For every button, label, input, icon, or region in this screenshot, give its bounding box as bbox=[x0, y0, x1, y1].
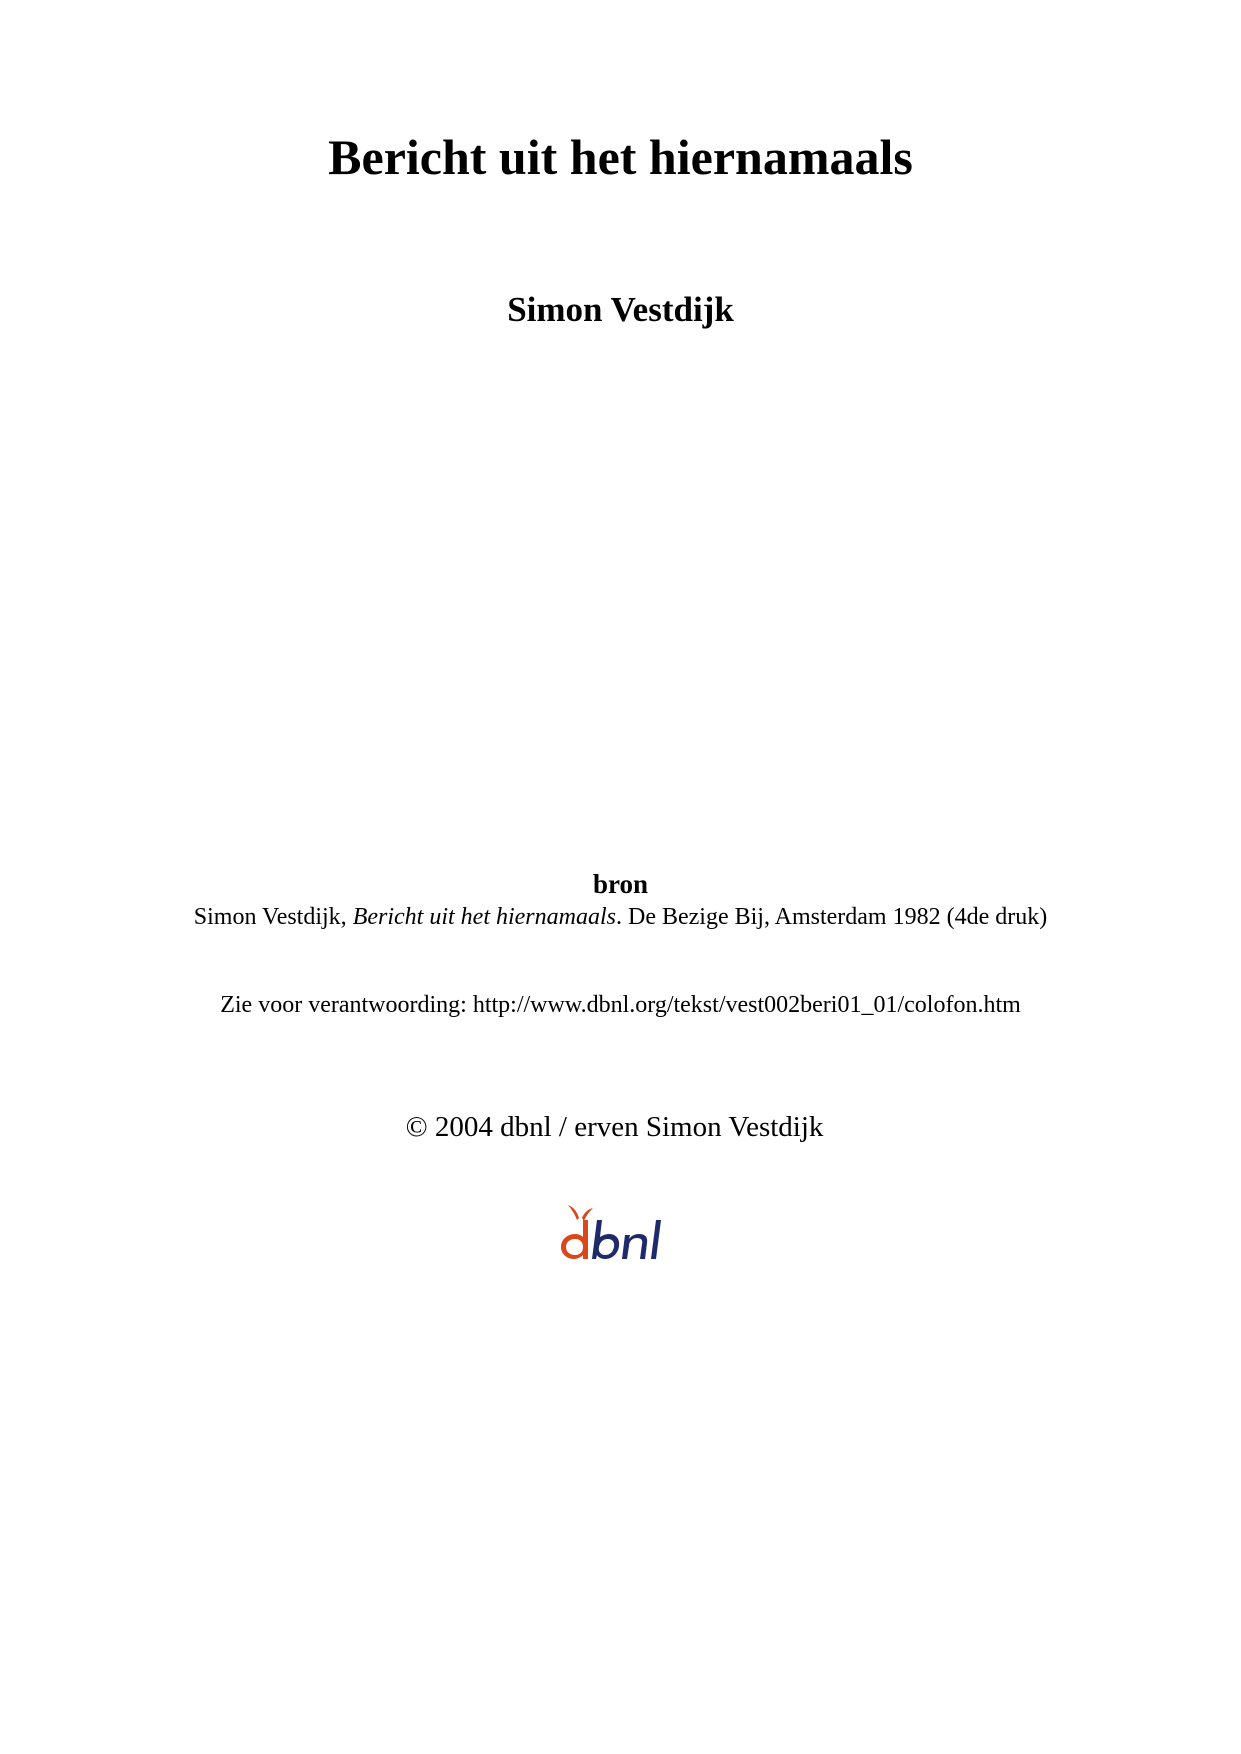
document-title: Bericht uit het hiernamaals bbox=[328, 129, 913, 185]
copyright-notice: © 2004 dbnl / erven Simon Vestdijk bbox=[405, 1111, 824, 1143]
source-citation bbox=[0, 900, 1241, 934]
document-author: Simon Vestdijk bbox=[507, 290, 734, 329]
dbnl-logo bbox=[553, 1196, 683, 1266]
dbnl-logo-icon bbox=[553, 1196, 683, 1266]
source-publication: . De Bezige Bij, Amsterdam 1982 (4de druk) bbox=[615, 904, 1048, 930]
accountability-note: Zie voor verantwoording: http://www.dbnl.org/tekst/vest002beri01_01/colofon.htm bbox=[220, 992, 1021, 1018]
source-book-title: Bericht uit het hiernamaals bbox=[352, 904, 616, 930]
source-author: Simon Vestdijk, bbox=[193, 904, 353, 930]
source-label: bron bbox=[592, 869, 649, 899]
